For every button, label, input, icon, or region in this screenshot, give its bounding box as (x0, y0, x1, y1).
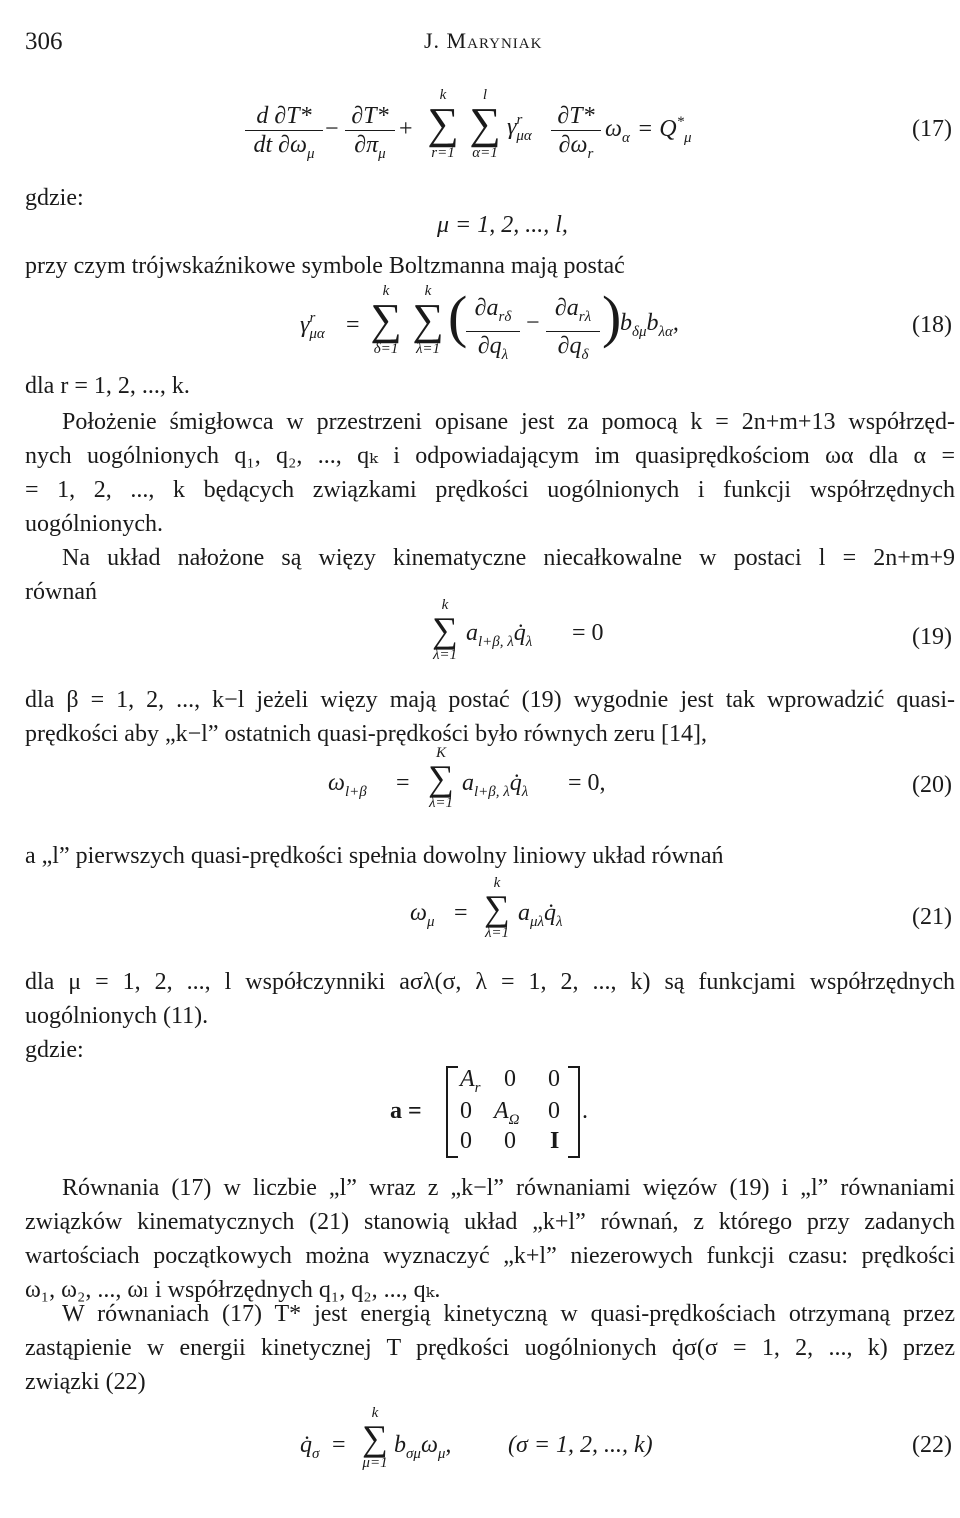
equation-22-number: (22) (912, 1432, 952, 1458)
matrix-end: . (582, 1098, 588, 1124)
sum-19-top: k (441, 597, 449, 613)
para-2-line-1: Na układ nałożone są więzy kinematyczne niecałkowalne w postaci l = 2n+m+9 (62, 545, 955, 571)
sum-22-bot: μ=1 (362, 1455, 388, 1471)
equation-17-condition: μ = 1, 2, ..., l, (437, 212, 568, 238)
frac-17-b-num: ∂T* (345, 102, 395, 131)
sum-19-bot: λ=1 (432, 647, 458, 663)
eq-20-sign: = (396, 770, 410, 796)
paren-18-left: ( (448, 284, 468, 349)
sum-18-delta-bot: δ=1 (373, 341, 399, 357)
body-22: $b_{\sigma\mu}\omega_\mu$, (394, 1432, 452, 1462)
para-3-line-1: dla β = 1, 2, ..., k−l jeżeli więzy mają postać (19) wygodnie jest tak wprowadzić quasi- (25, 687, 955, 713)
frac-18-b-num: $\partial a_{r\lambda}$ (546, 294, 600, 332)
eq-21-sign: = (454, 900, 468, 926)
sum-17-r-bot: r=1 (431, 145, 455, 161)
matrix-r2c3: 0 (548, 1098, 560, 1124)
para-1-line-2: nych uogólnionych q₁, q₂, ..., qₖ i odpowiadającym im quasiprędkościom ωα dla α = (25, 443, 955, 469)
frac-17-a-num: d ∂T* (245, 102, 323, 131)
sum-21-bot: λ=1 (484, 925, 510, 941)
eq-18-sign: = (346, 312, 360, 338)
frac-18-b-den: $\partial q_\delta$ (557, 332, 589, 363)
para-1-line-4: uogólnionych. (25, 511, 163, 537)
cond-22: (σ = 1, 2, ..., k) (508, 1432, 653, 1458)
matrix-r3c1: 0 (460, 1128, 472, 1154)
equation-21-number: (21) (912, 904, 952, 930)
sum-18-lambda-bot: λ=1 (415, 341, 441, 357)
frac-17-c-den: $\partial\omega_r$ (558, 132, 594, 162)
equation-18-number: (18) (912, 312, 952, 338)
rhs-20: = 0, (568, 770, 606, 796)
equation-17-number: (17) (912, 116, 952, 142)
sigma-20: ∑ (428, 758, 454, 798)
matrix-r1c2: 0 (504, 1066, 516, 1092)
body-20: $a_{l+\beta, \lambda}q̇_\lambda$ (462, 770, 529, 800)
rhs-19: = 0 (572, 620, 604, 646)
para-7-line-3: związki (22) (25, 1369, 146, 1395)
boltzmann-line: przy czym trójwskaźnikowe symbole Boltzmanna mają postać (25, 253, 625, 279)
page-number: 306 (25, 28, 63, 55)
paren-18-right: ) (602, 284, 622, 349)
matrix-a (390, 1060, 610, 1160)
frac-17-b-den: $\partial\pi_\mu$ (354, 132, 386, 162)
matrix-r2c1: 0 (460, 1098, 472, 1124)
body-21: $a_{\mu\lambda}q̇_\lambda$ (518, 900, 563, 930)
frac-18-b (546, 294, 600, 369)
minus-18: − (526, 310, 540, 336)
eq-22-sign: = (332, 1432, 346, 1458)
sum-18-delta (366, 284, 406, 356)
sum-20-top: K (435, 745, 446, 761)
sum-21-top: k (493, 875, 501, 891)
frac-18-a (466, 294, 520, 369)
gdzie-label-2: gdzie: (25, 1037, 84, 1063)
para-3-line-2: prędkości aby „k−l” ostatnich quasi-prędkości było równych zeru [14], (25, 721, 707, 747)
frac-17-b (345, 102, 395, 168)
sum-18-lambda (408, 284, 448, 356)
sum-19 (428, 598, 462, 662)
frac-17-c-num: ∂T* (551, 102, 601, 131)
running-head-author: J. Maryniak (424, 28, 543, 53)
gamma-17: $\gamma^r_{\mu\alpha}$ (507, 112, 532, 144)
body-19: $a_{l+\beta, \lambda}q̇_\lambda$ (466, 620, 533, 650)
para-4-line-1: a „l” pierwszych quasi-prędkości spełnia dowolny liniowy układ równań (25, 843, 724, 869)
sum-17-alpha-top: l (482, 87, 488, 103)
equation-19-number: (19) (912, 624, 952, 650)
matrix-bracket-right (568, 1066, 580, 1158)
matrix-lhs: a = (390, 1098, 422, 1124)
sigma-22: ∑ (362, 1418, 388, 1458)
matrix-r3c3: I (550, 1128, 560, 1154)
lhs-20: $\omega_{l+\beta}$ (328, 770, 367, 800)
frac-18-a-den: $\partial q_\lambda$ (477, 332, 509, 363)
lhs-21: $\omega_\mu$ (410, 900, 435, 930)
sigma-17-r: ∑ (427, 99, 459, 148)
gamma-18: $\gamma^r_{\mu\alpha}$ (300, 310, 325, 342)
sigma-18-delta: ∑ (370, 295, 402, 344)
sigma-21: ∑ (484, 888, 510, 928)
sigma-17-alpha: ∑ (469, 99, 501, 148)
dla-r-line: dla r = 1, 2, ..., k. (25, 373, 190, 399)
sum-17-r-top: k (439, 87, 447, 103)
omega-17: $\omega_\alpha$ (605, 116, 630, 146)
matrix-r2c2: $A_\Omega$ (494, 1098, 520, 1128)
gdzie-label-1: gdzie: (25, 185, 84, 211)
matrix-r3c2: 0 (504, 1128, 516, 1154)
sum-22-top: k (371, 1405, 379, 1421)
para-6-line-1: Równania (17) w liczbie „l” wraz z „k−l” równaniami więzów (19) i „l” równaniami (62, 1175, 955, 1201)
para-5-line-2: uogólnionych (11). (25, 1003, 209, 1029)
sum-21 (480, 876, 514, 940)
sum-20-bot: λ=1 (428, 795, 454, 811)
sum-17-r (423, 88, 463, 160)
sigma-18-lambda: ∑ (412, 295, 444, 344)
frac-17-a (245, 102, 323, 168)
matrix-r1c3: 0 (548, 1066, 560, 1092)
sum-20 (424, 746, 458, 810)
para-6-line-4: ω₁, ω₂, ..., ωₗ i współrzędnych q₁, q₂, ..., qₖ. (25, 1277, 441, 1303)
frac-17-a-den: dt $\partial\omega_\mu$ (253, 132, 315, 162)
minus-17: − (325, 116, 339, 142)
para-6-line-3: wartościach początkowych można wyznaczyć „k+l” niezerowych funkcji czasu: prędkości (25, 1243, 955, 1269)
para-1-line-3: = 1, 2, ..., k będących związkami prędkości uogólnionych i funkcji współrzędnych (25, 477, 955, 503)
sum-17-alpha-bot: α=1 (472, 145, 498, 161)
para-5-line-1: dla μ = 1, 2, ..., l współczynniki aσλ(σ, λ = 1, 2, ..., k) są funkcjami współrzędnych (25, 969, 955, 995)
para-2-line-2: równań (25, 579, 97, 605)
para-1-line-1: Położenie śmigłowca w przestrzeni opisane jest za pomocą k = 2n+m+13 współrzęd- (62, 409, 955, 435)
plus-17: + (399, 116, 413, 142)
frac-17-c (551, 102, 601, 168)
rhs-17: = $Q^*_\mu$ (637, 114, 692, 146)
matrix-bracket-left (446, 1066, 458, 1158)
sum-17-alpha (465, 88, 505, 160)
sum-18-delta-top: k (382, 283, 390, 299)
matrix-r1c1: $A_r$ (460, 1066, 481, 1096)
equation-20-number: (20) (912, 772, 952, 798)
sigma-19: ∑ (432, 610, 458, 650)
para-6-line-2: związków kinematycznych (21) stanowią układ „k+l” równań, z którego przy zadanych (25, 1209, 955, 1235)
para-7-line-2: zastąpienie w energii kinetycznej T prędkości uogólnionych q̇σ(σ = 1, 2, ..., k) przez (25, 1335, 955, 1361)
tail-18: $b_{\delta\mu}b_{\lambda\alpha}$, (620, 310, 679, 340)
sum-18-lambda-top: k (424, 283, 432, 299)
para-7-line-1: W równaniach (17) T* jest energią kinetyczną w quasi-prędkościach otrzymaną przez (62, 1301, 955, 1327)
sum-22 (358, 1406, 392, 1470)
frac-18-a-num: $\partial a_{r\delta}$ (466, 294, 520, 332)
lhs-22: $q̇_\sigma$ (300, 1432, 320, 1462)
